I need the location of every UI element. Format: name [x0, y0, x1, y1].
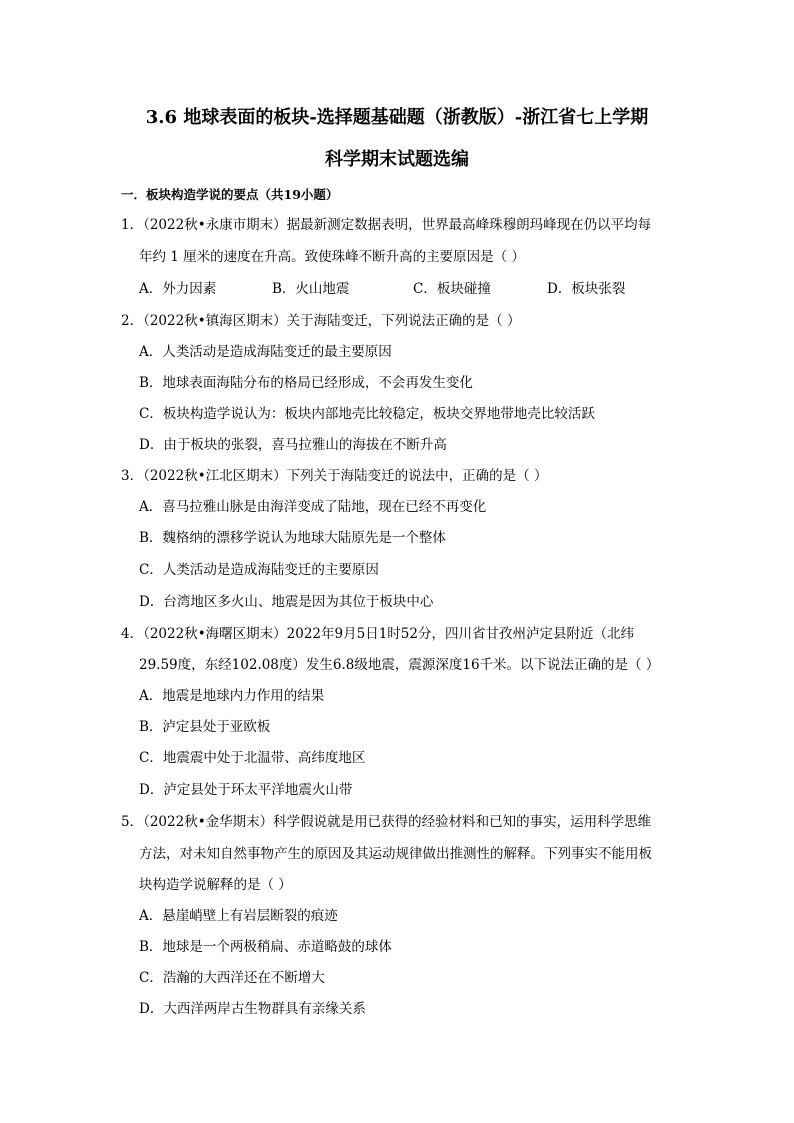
- question-2-text-line-1: 2．（2022秋•镇海区期末）关于海陆变迁，下列说法正确的是（ ）: [121, 313, 521, 329]
- question-2-option-c: C．板块构造学说认为：板块内部地壳比较稳定，板块交界地带地壳比较活跃: [139, 406, 595, 422]
- question-4-text-line-2: 29.59度，东经102.08度）发生6.8级地震，震源深度16千米。以下说法正确的是（ ）: [139, 657, 660, 673]
- question-2-option-a: A．人类活动是造成海陆变迁的最主要原因: [139, 344, 392, 360]
- question-2-option-b: B．地球表面海陆分布的格局已经形成，不会再发生变化: [139, 375, 473, 391]
- question-5-text-line-1: 5．（2022秋•金华期末）科学假说就是用已获得的经验材料和已知的事实，运用科学思维: [121, 814, 652, 830]
- question-5-option-b: B．地球是一个两极稍扁、赤道略鼓的球体: [139, 939, 392, 955]
- document-title-line-2: 科学期末试题选编: [325, 149, 469, 170]
- question-1-option-c: C．板块碰撞: [413, 281, 491, 297]
- question-3-option-d: D．台湾地区多火山、地震是因为其位于板块中心: [139, 594, 434, 610]
- question-4-option-a: A．地震是地球内力作用的结果: [139, 688, 325, 704]
- question-5-text-line-2: 方法，对未知自然事物产生的原因及其运动规律做出推测性的解释。下列事实不能用板: [139, 846, 652, 862]
- question-5-option-c: C．浩瀚的大西洋还在不断增大: [139, 970, 325, 986]
- question-4-option-b: B．泸定县处于亚欧板: [139, 719, 271, 735]
- question-2-option-d: D．由于板块的张裂，喜马拉雅山的海拔在不断升高: [139, 437, 447, 453]
- question-1-option-a: A．外力因素: [139, 281, 217, 297]
- question-3-option-a: A．喜马拉雅山脉是由海洋变成了陆地，现在已经不再变化: [139, 499, 487, 515]
- question-4-option-c: C．地震震中处于北温带、高纬度地区: [139, 750, 366, 766]
- question-5-text-line-3: 块构造学说解释的是（ ）: [139, 877, 292, 893]
- question-5-option-d: D．大西洋两岸古生物群具有亲缘关系: [139, 1001, 366, 1017]
- section-heading: 一．板块构造学说的要点（共19小题）: [121, 187, 339, 202]
- question-5-option-a: A．悬崖峭壁上有岩层断裂的痕迹: [139, 908, 338, 924]
- document-title-line-1: 3.6 地球表面的板块-选择题基础题（浙教版）-浙江省七上学期: [145, 107, 649, 128]
- question-3-text-line-1: 3．（2022秋•江北区期末）下列关于海陆变迁的说法中，正确的是（ ）: [121, 468, 548, 484]
- question-3-option-c: C．人类活动是造成海陆变迁的主要原因: [139, 562, 379, 578]
- question-1-text-line-1: 1．（2022秋•永康市期末）据最新测定数据表明，世界最高峰珠穆朗玛峰现在仍以平均每: [121, 217, 652, 233]
- question-1-option-d: D．板块张裂: [547, 281, 626, 297]
- question-1-text-line-2: 年约 1 厘米的速度在升高。致使珠峰不断升高的主要原因是（ ）: [139, 249, 525, 265]
- question-3-option-b: B．魏格纳的漂移学说认为地球大陆原先是一个整体: [139, 530, 446, 546]
- question-4-option-d: D．泸定县处于环太平洋地震火山带: [139, 782, 353, 798]
- question-4-text-line-1: 4．（2022秋•海曙区期末）2022年9月5日1时52分，四川省甘孜州泸定县附近（北纬: [121, 626, 634, 642]
- question-1-option-b: B．火山地震: [272, 281, 350, 297]
